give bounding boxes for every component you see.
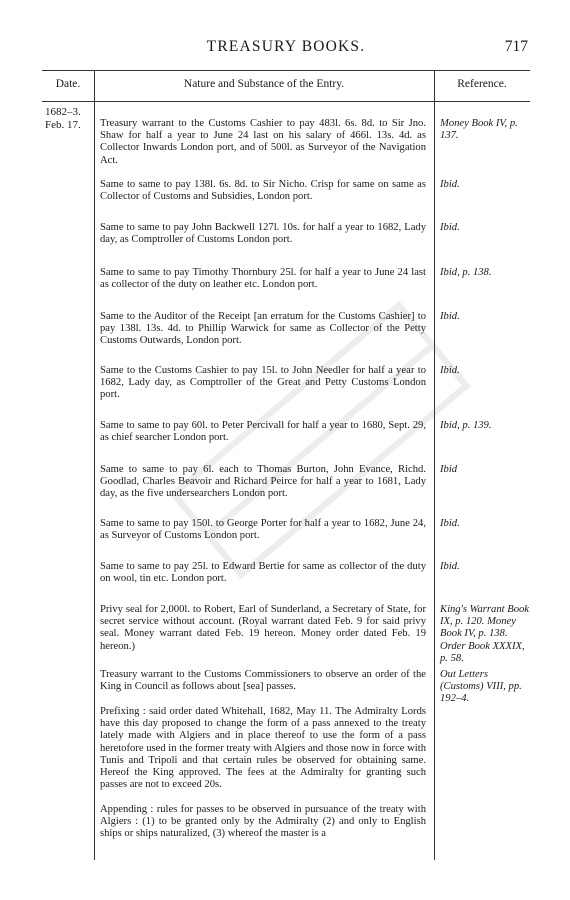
reference-7: Ibid, p. 139.: [440, 420, 492, 431]
entry-9: Same to same to pay 150l. to George Porter for half a year to 1682, June 24, as Surveyor of Customs London port.: [100, 518, 426, 542]
reference-11: King's Warrant Book IX, p. 120. Money Book IV, p. 138. Order Book XXXIX, p. 58.: [440, 604, 529, 664]
page-number: 717: [504, 38, 528, 55]
entry-4: Same to same to pay Timothy Thornbury 25l. for half a year to June 24 last as collector of the duty on leather etc. London port.: [100, 267, 426, 291]
reference-4: Ibid, p. 138.: [440, 267, 492, 278]
entry-table: [42, 70, 530, 860]
table-top-rule: [42, 70, 530, 71]
reference-column-header: Reference.: [457, 78, 507, 90]
reference-10: Ibid.: [440, 561, 460, 572]
nature-column-header: Nature and Substance of the Entry.: [183, 78, 345, 90]
table-header-rule: [42, 101, 530, 102]
entry-6: Same to the Customs Cashier to pay 15l. to John Needler for half a year to 1682, Lady day, as Comptroller of the Great and Petty Customs London port.: [100, 365, 426, 401]
entry-5: Same to the Auditor of the Receipt [an erratum for the Customs Cashier] to pay 138l. 13s. 4d. to Phillip Warwick for same as Collector of the Petty Customs Outwards, London port.: [100, 311, 426, 347]
entry-10: Same to same to pay 25l. to Edward Bertie for same as collector of the duty on wool, tin etc. London port.: [100, 561, 426, 585]
reference-5: Ibid.: [440, 311, 460, 322]
entry-14-appending: Appending : rules for passes to be observed in pursuance of the treaty with Algiers : (1) to be granted only by the Admiralty (2) and only to English ships or ships naturalized, (3) whereof the master is a: [100, 804, 426, 840]
entry-7: Same to same to pay 60l. to Peter Percivall for half a year to 1680, Sept. 29, as chief searcher London port.: [100, 420, 426, 444]
entry-13-prefixing: Prefixing : said order dated Whitehall, 1682, May 11. The Admiralty Lords have this day proposed to change the form of a pass annexed to the treaty lately made with Algiers and in place thereof to use the form of a pass heretofore used in the former treaty with Algiers and those now in force with Tunis and Tripoli and that certain rules be observed for obtaining same. Hereof the King approved. The fees at the Admiralty for granting such passes are not to exceed 20s.: [100, 706, 426, 791]
entry-12: Treasury warrant to the Customs Commissioners to observe an order of the King in Council as follows about [sea] passes.: [100, 669, 426, 693]
entry-1: Treasury warrant to the Customs Cashier to pay 483l. 6s. 8d. to Sir Jno. Shaw for half a year to June 24 last on his salary of 466l. 13s. 4d. as Collector Inwards London port, and of 500l. as Surveyor of the Navigation Act.: [100, 118, 426, 166]
entry-8: Same to same to pay 6l. each to Thomas Burton, John Evance, Richd. Goodlad, Charles Beavoir and Richard Peirce for half a year to 1681, Lady day, as the five undersearchers London port.: [100, 464, 426, 500]
reference-6: Ibid.: [440, 365, 460, 376]
entry-11: Privy seal for 2,000l. to Robert, Earl of Sunderland, a Secretary of State, for secret service without account. (Royal warrant dated Feb. 9 for said privy seal. Money warrant dated Feb. 19 hereon. Money order dated Feb. 19 hereon.): [100, 604, 426, 652]
reference-2: Ibid.: [440, 179, 460, 190]
date-year: 1682–3.: [45, 106, 81, 118]
reference-1: Money Book IV, p. 137.: [440, 118, 518, 142]
reference-9: Ibid.: [440, 518, 460, 529]
running-title: TREASURY BOOKS.: [206, 38, 366, 55]
entry-3: Same to same to pay John Backwell 127l. 10s. for half a year to 1682, Lady day, as Comptroller of Customs London port.: [100, 222, 426, 246]
reference-12: Out Letters (Customs) VIII, pp. 192–4.: [440, 669, 522, 705]
date-day: Feb. 17.: [45, 119, 81, 131]
entry-2: Same to same to pay 138l. 6s. 8d. to Sir Nicho. Crisp for same on same as Collector of Customs and Subsidies, London port.: [100, 179, 426, 203]
page-header: [44, 36, 528, 60]
reference-column-divider: [434, 70, 435, 860]
date-column-divider: [94, 70, 95, 860]
reference-8: Ibid: [440, 464, 458, 475]
date-column-header: Date.: [55, 78, 81, 90]
reference-3: Ibid.: [440, 222, 460, 233]
